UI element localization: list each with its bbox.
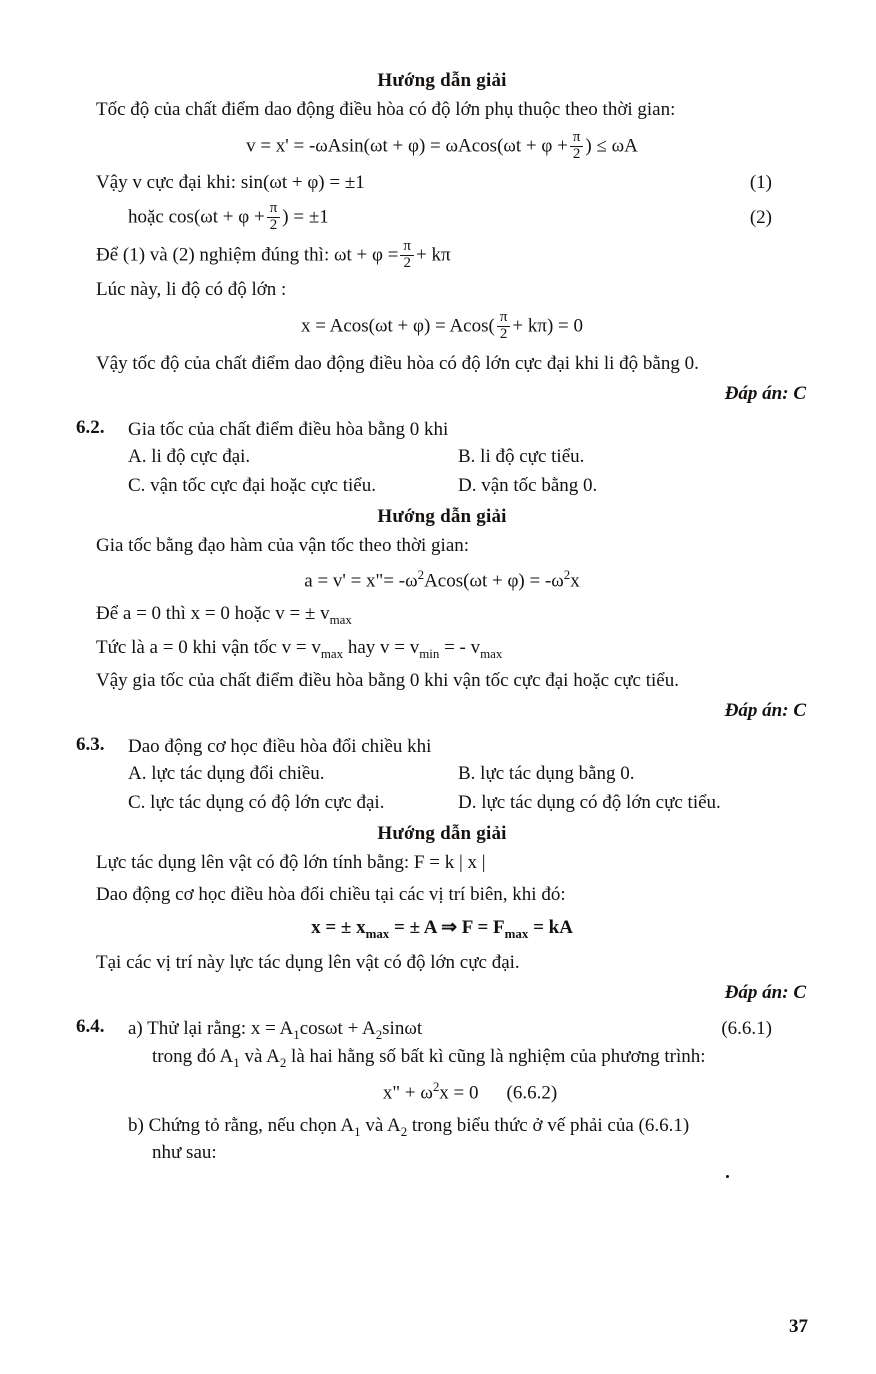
q62-equation-a: a = v' = x"= $-\omega^2Acos(\omega t + \varphi) = -\omega^2x$ (304, 567, 580, 592)
q64-part-b: b) Chứng tỏ rằng, nếu chọn $A_1$ và $A_2$ trong biểu thức ở vế phải của (6.6.1) (128, 1114, 690, 1139)
option-d[interactable]: D. lực tác dụng có độ lớn cực tiểu. (458, 791, 721, 813)
option-c[interactable]: C. vận tốc cực đại hoặc cực tiểu. (128, 474, 376, 496)
question-6-2 (72, 417, 812, 501)
option-row-2 (128, 789, 812, 818)
option-b[interactable]: B. lực tác dụng bằng 0. (458, 763, 635, 785)
fraction-pi-2: $\frac{\pi}{2}$ (497, 310, 511, 343)
solution-line-3: hoặc cos(ωt + φ + $\frac{\pi}{2}$ ) = ±1 (2) (72, 202, 812, 235)
option-b[interactable]: B. li độ cực tiểu. (458, 446, 585, 468)
option-a[interactable]: A. li độ cực đại. (128, 446, 251, 468)
page-content (72, 64, 812, 1167)
equation-tag-662: (6.6.2) (506, 1081, 558, 1103)
q64-part-b-line2: như sau: (152, 1142, 217, 1164)
solution-heading-2: Hướng dẫn giải (377, 506, 507, 528)
solution-line-4: Để (1) và (2) nghiệm đúng thì: ωt + φ = $\frac{\pi}{2}$ + kπ (96, 237, 451, 271)
solution-heading-1: Hướng dẫn giải (377, 70, 507, 91)
question-6-3 (72, 734, 812, 818)
question-number: 6.2. (76, 416, 105, 438)
answer-label-3: Đáp án: C (724, 981, 806, 1003)
q63-line-2: Dao động cơ học điều hòa đổi chiều tại các vị trí biên, khi đó: (96, 884, 566, 906)
option-row-1 (128, 760, 812, 789)
solution-line-5: Lúc này, li độ có độ lớn : (96, 279, 287, 301)
question-number: 6.3. (76, 733, 105, 755)
q63-line-3: Tại các vị trí này lực tác dụng lên vật có độ lớn cực đại. (96, 951, 520, 973)
q64-part-a-line2: trong đó $A_1$ và $A_2$ là hai hằng số bất kì cũng là nghiệm của phương trình: (152, 1045, 706, 1070)
solution-line-6: Vậy tốc độ của chất điểm dao động điều hòa có độ lớn cực đại khi li độ bằng 0. (96, 352, 699, 374)
fraction-pi-2: $\frac{\pi}{2}$ (267, 201, 281, 234)
fraction-pi-2: $\frac{\pi}{2}$ (570, 130, 584, 163)
equation-v: v = x' = -ωAsin(ωt + φ) = ωAcos(ωt + φ + $\frac{\pi}{2}$ ) ≤ ωA (246, 128, 638, 162)
q64-equation-662: x" + $\omega^2x = 0$ (6.6.2) (382, 1078, 558, 1103)
solution-line-1: Tốc độ của chất điểm dao động điều hòa có độ lớn phụ thuộc theo thời gian: (96, 99, 676, 120)
equation-x: x = Acos(ωt + φ) = Acos( $\frac{\pi}{2}$ + kπ) = 0 (300, 309, 584, 343)
equation-tag-2: (2) (749, 207, 772, 229)
q63-equation: x = ± $x_{max}$ = ± A ⇒ $F = F_{max}$ = kA (311, 917, 573, 942)
fraction-pi-2: $\frac{\pi}{2}$ (400, 239, 414, 272)
answer-label-1: Đáp án: C (724, 382, 806, 404)
stray-mark (726, 1175, 729, 1178)
option-row-1 (128, 443, 812, 472)
option-a[interactable]: A. lực tác dụng đổi chiều. (128, 763, 325, 785)
question-text: Gia tốc của chất điểm điều hòa bằng 0 khi (128, 418, 449, 440)
option-row-2 (128, 472, 812, 501)
equation-tag-661: (6.6.1) (721, 1017, 772, 1039)
answer-label-2: Đáp án: C (724, 699, 806, 721)
question-6-4 (72, 1016, 812, 1167)
option-d[interactable]: D. vận tốc bằng 0. (458, 474, 598, 496)
q62-line-1: Gia tốc bằng đạo hàm của vận tốc theo thời gian: (96, 535, 470, 557)
solution-line-2: Vậy v cực đại khi: sin(ωt + φ) = ±1 (1) (72, 170, 812, 197)
q63-line-1: Lực tác dụng lên vật có độ lớn tính bằng: F = k | x | (96, 852, 486, 874)
equation-tag-1: (1) (749, 172, 772, 194)
option-c[interactable]: C. lực tác dụng có độ lớn cực đại. (128, 791, 385, 813)
question-number: 6.4. (76, 1015, 105, 1037)
q62-line-2: Để a = 0 thì x = 0 hoặc v = ± $v_{max}$ (96, 603, 352, 628)
q62-line-4: Vậy gia tốc của chất điểm điều hòa bằng 0 khi vận tốc cực đại hoặc cực tiểu. (96, 669, 679, 691)
solution-heading-3: Hướng dẫn giải (377, 823, 507, 845)
question-text: Dao động cơ học điều hòa đổi chiều khi (128, 735, 432, 757)
page-number: 37 (789, 1316, 808, 1337)
q64-part-a: a) Thử lại rằng: $x = A_1\cos\omega t + A_2\sin\omega t$ (6.6.1) (128, 1016, 812, 1044)
q62-line-3: Tức là a = 0 khi vận tốc $v = v_{max}$ hay $v = v_{min}$ = - $v_{max}$ (96, 636, 503, 661)
